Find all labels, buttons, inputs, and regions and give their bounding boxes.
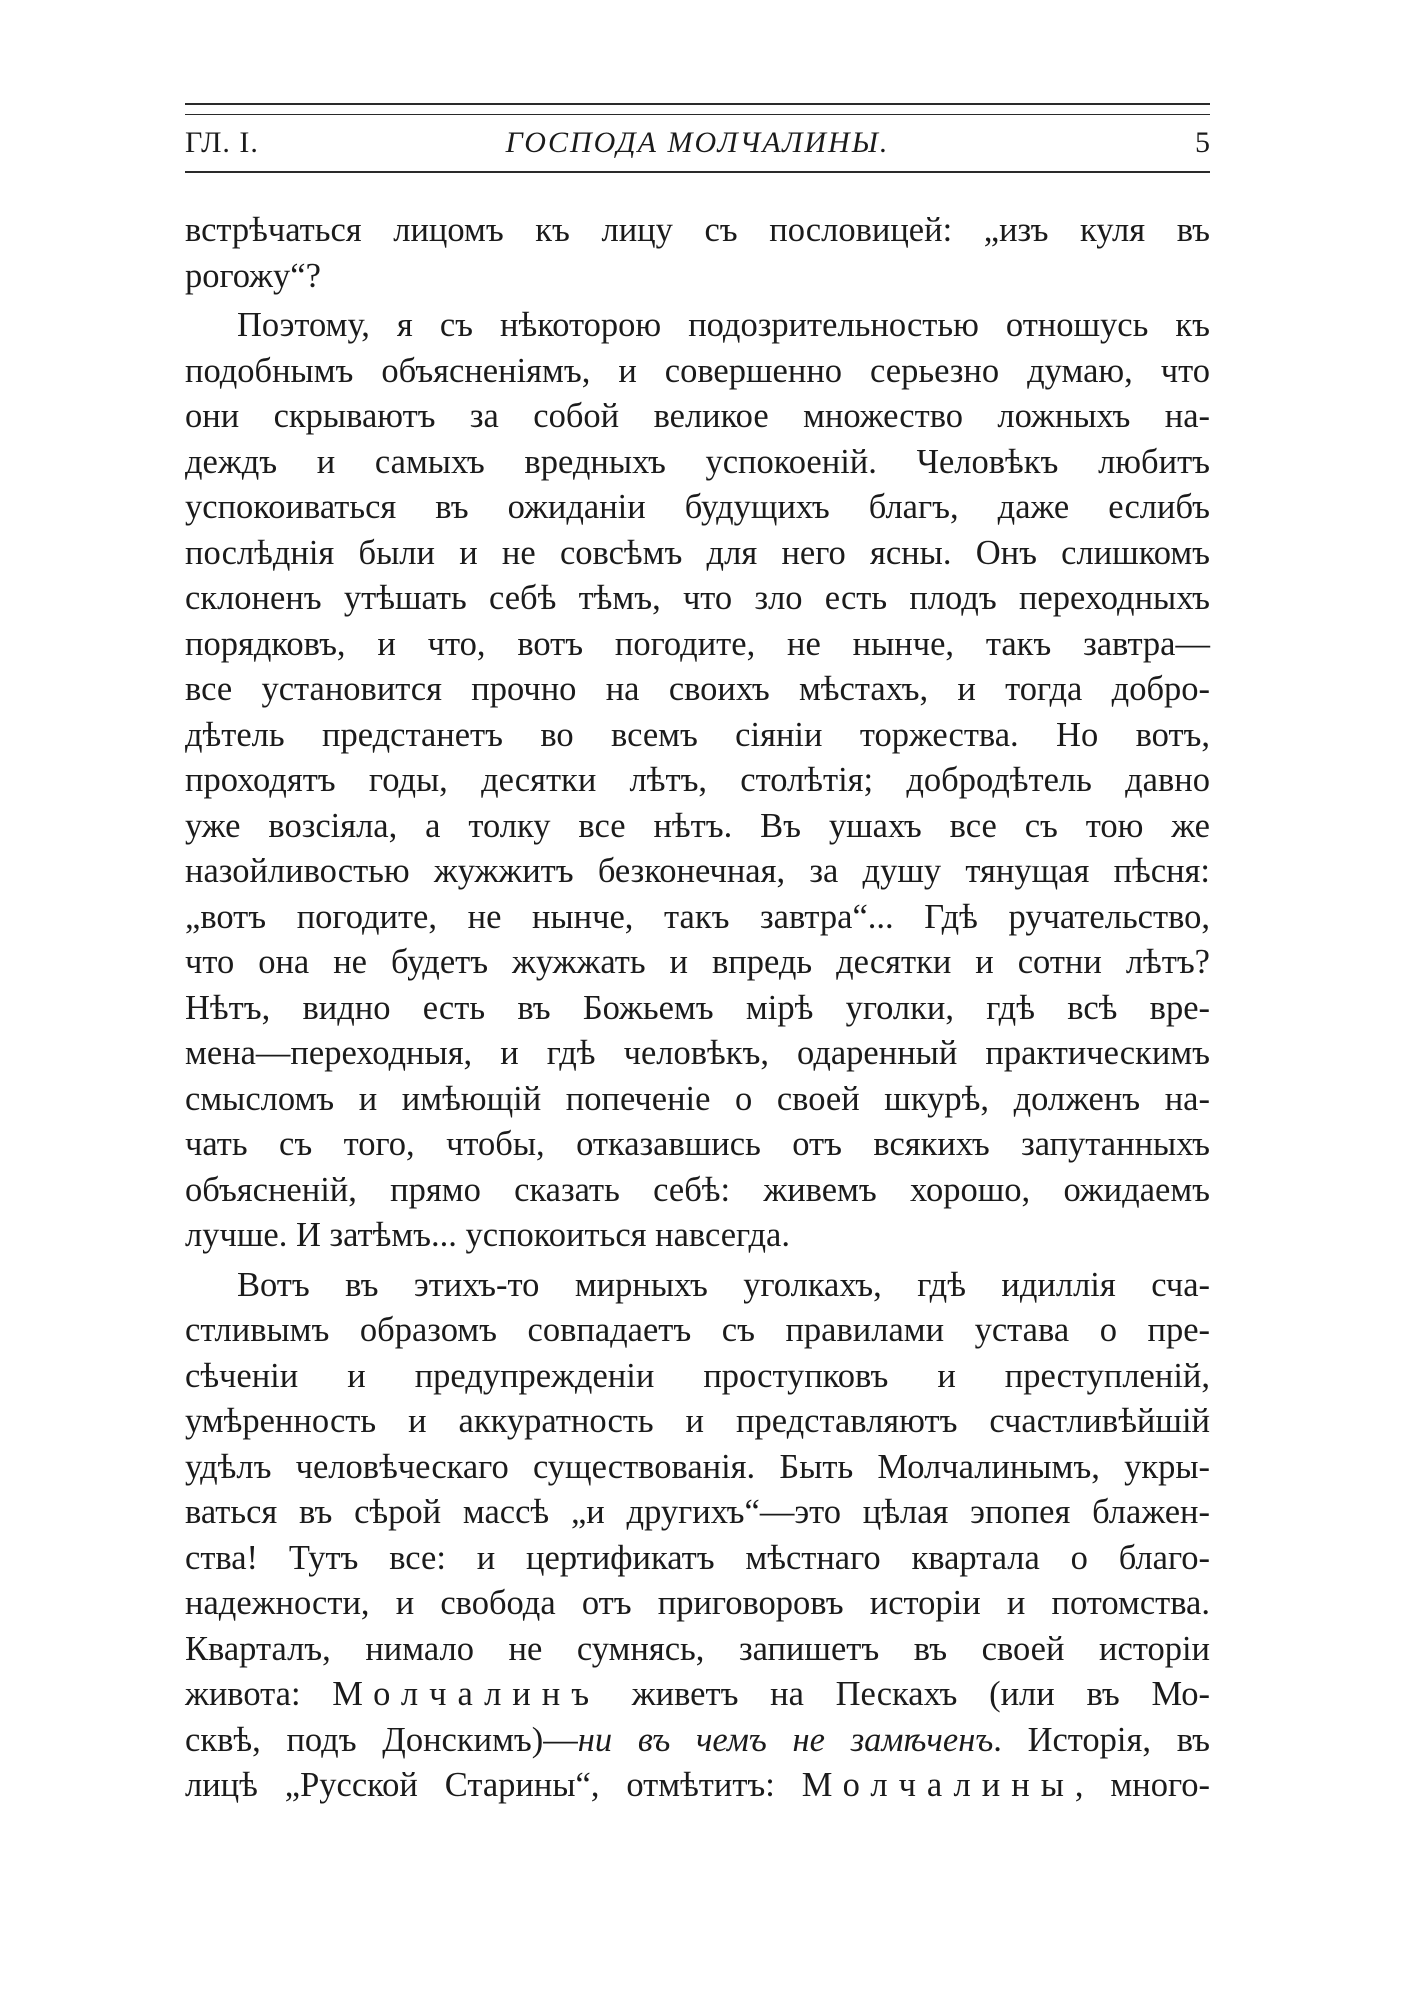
text-line: мена—переходныя, и гдѣ человѣкъ, одаренный практическимъ [185, 1034, 1210, 1072]
text-fragment: лицѣ „Русской Старины“, отмѣтитъ: [185, 1766, 802, 1804]
text-line: дѣтель предстанетъ во всемъ сіяніи торжества. Но вотъ, [185, 715, 1210, 754]
text-line: надежности, и свобода отъ приговоровъ исторіи и потомства. [185, 1584, 1210, 1622]
text-fragment: сквѣ, подъ Донскимъ)— [185, 1720, 578, 1759]
text-line: назойливостью жужжитъ безконечная, за душу тянущая пѣсня: [185, 852, 1210, 890]
text-line: умѣренность и аккуратность и представляютъ счастливѣйшій [185, 1402, 1210, 1440]
text-fragment: . Исторія, въ [993, 1720, 1211, 1759]
text-line: ства! Тутъ все: и цертификатъ мѣстнаго квартала о благо- [185, 1538, 1210, 1577]
text-line: чать съ того, чтобы, отказавшись отъ всякихъ запутанныхъ [185, 1125, 1210, 1163]
text-line: уже возсіяла, а толку все нѣтъ. Въ ушахъ все съ тою же [185, 806, 1210, 845]
text-line [185, 1718, 1210, 1764]
spaced-name-molchalin: Молчалинъ [332, 1675, 601, 1713]
text-line: успокоиваться въ ожиданіи будущихъ благъ, даже еслибъ [185, 488, 1210, 526]
spaced-name-molchaliny: Молчалины [801, 1766, 1075, 1804]
paragraph-start-line: Вотъ въ этихъ-то мирныхъ уголкахъ, гдѣ идиллія сча- [237, 1265, 1210, 1304]
text-line: послѣднія были и не совсѣмъ для него ясны. Онъ слишкомъ [185, 533, 1210, 572]
text-fragment: живота: [185, 1675, 333, 1713]
text-line: проходятъ годы, десятки лѣтъ, столѣтія; добродѣтель давно [185, 761, 1210, 799]
text-line: Нѣтъ, видно есть въ Божьемъ мірѣ уголки, гдѣ всѣ вре- [185, 988, 1210, 1027]
text-line: смысломъ и имѣющій попеченіе о своей шкурѣ, долженъ на- [185, 1079, 1210, 1118]
text-fragment: , много- [1074, 1766, 1210, 1804]
text-line: встрѣчаться лицомъ къ лицу съ пословицей: „изъ куля въ [185, 211, 1210, 249]
italic-phrase: ни въ чемъ не замѣченъ [577, 1720, 994, 1759]
paragraph-start-line: Поэтому, я съ нѣкоторою подозрительностью отношусь къ [237, 306, 1210, 344]
page-number: 5 [1195, 126, 1210, 159]
text-line: рогожу“? [185, 256, 321, 295]
text-line: подобнымъ объясненіямъ, и совершенно серьезно думаю, что [185, 351, 1210, 390]
text-line: „вотъ погодите, не нынче, такъ завтра“... Гдѣ ручательство, [185, 897, 1210, 936]
text-line: все установится прочно на своихъ мѣстахъ, и тогда добро- [185, 670, 1210, 708]
header-rule-top [185, 103, 1210, 105]
text-line: что она не будетъ жужжать и впредь десятки и сотни лѣтъ? [185, 943, 1210, 981]
running-title: ГОСПОДА МОЛЧАЛИНЫ. [505, 126, 890, 159]
text-line: лучше. И затѣмъ... успокоиться навсегда. [185, 1216, 790, 1254]
text-line: порядковъ, и что, вотъ погодите, не нынче, такъ завтра— [185, 624, 1210, 663]
text-fragment: живетъ на Пескахъ (или въ Мо- [600, 1675, 1211, 1713]
text-line: сѣченіи и предупрежденіи проступковъ и преступленій, [185, 1356, 1210, 1395]
header-rule-bottom [185, 171, 1210, 173]
text-line: они скрываютъ за собой великое множество ложныхъ на- [185, 397, 1210, 435]
text-line [185, 1672, 1210, 1718]
chapter-label: ГЛ. I. [185, 126, 259, 159]
body-text [185, 208, 1210, 1809]
text-line: объясненій, прямо сказать себѣ: живемъ хорошо, ожидаемъ [185, 1170, 1210, 1209]
text-line: деждъ и самыхъ вредныхъ успокоеній. Человѣкъ любитъ [185, 442, 1210, 481]
text-line: ваться въ сѣрой массѣ „и другихъ“—это цѣлая эпопея блажен- [185, 1493, 1210, 1531]
text-line: удѣлъ человѣческаго существованія. Быть Молчалинымъ, укры- [185, 1447, 1210, 1486]
header-rule-thin [185, 114, 1210, 115]
text-line: Кварталъ, нимало не сумнясь, запишетъ въ своей исторіи [185, 1629, 1210, 1668]
running-head [185, 119, 1210, 167]
text-line [185, 1763, 1210, 1809]
text-line: склоненъ утѣшать себѣ тѣмъ, что зло есть плодъ переходныхъ [185, 579, 1210, 617]
text-line: стливымъ образомъ совпадаетъ съ правилами устава о пре- [185, 1311, 1210, 1349]
